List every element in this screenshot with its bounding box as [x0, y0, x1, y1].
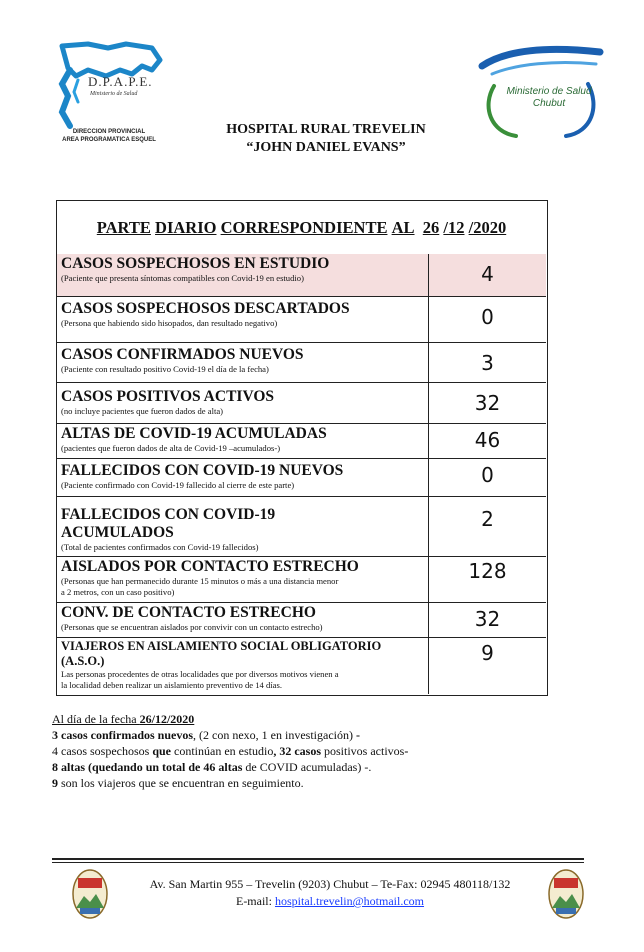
row-note: (Paciente confirmado con Covid-19 fallecido al cierre de este parte)	[61, 480, 295, 490]
row-note: (no incluye pacientes que fueron dados de alta)	[61, 406, 224, 416]
emblem-right-icon	[546, 868, 586, 920]
report-title	[57, 201, 546, 255]
row-title: CASOS CONFIRMADOS NUEVOS	[61, 346, 304, 363]
table-row	[57, 638, 546, 694]
row-label	[57, 557, 429, 602]
row-value: 0	[481, 463, 494, 487]
summary-line-travelers	[52, 775, 592, 791]
daily-report-table	[56, 200, 548, 696]
row-note: (Personas que se encuentran aislados por convivir con un contacto estrecho)	[61, 622, 323, 632]
row-title-cont: (A.S.O.)	[61, 654, 105, 668]
table-row	[57, 603, 546, 638]
summary-bold: 8 altas (quedando un total de 46 altas	[52, 760, 243, 774]
row-note: (Persona que habiendo sido hisopados, dan resultado negativo)	[61, 318, 278, 328]
summary-bold: 9	[52, 776, 58, 790]
title-word: DIARIO	[155, 217, 217, 237]
table-row	[57, 383, 546, 424]
row-value: 46	[474, 428, 501, 452]
table-row	[57, 497, 546, 557]
row-note: Las personas procedentes de otras localidades que por diversos motivos vienen a	[61, 669, 339, 679]
table-row	[57, 459, 546, 497]
title-word: CORRESPONDIENTE	[220, 217, 388, 237]
summary-line-discharged	[52, 759, 592, 775]
emblem-left-icon	[70, 868, 110, 920]
summary-text: Al día de la fecha	[52, 712, 140, 726]
row-title: ALTAS DE COVID-19 ACUMULADAS	[61, 425, 327, 442]
logo-ministry: Ministerio de Salud	[90, 91, 138, 97]
row-label	[57, 424, 429, 458]
summary-text: 4	[52, 744, 58, 758]
logo-caption	[48, 128, 170, 144]
row-label	[57, 383, 429, 423]
row-note: (pacientes que fueron dados de alta de Covid-19 –acumulados-)	[61, 443, 281, 453]
summary-text: de COVID acumuladas) -.	[242, 760, 372, 774]
summary-date: 26/12/2020	[139, 712, 195, 726]
footer-divider-thin	[52, 862, 584, 863]
row-label	[57, 254, 429, 296]
row-title: CASOS POSITIVOS ACTIVOS	[61, 388, 275, 405]
row-title: FALLECIDOS CON COVID-19 NUEVOS	[61, 462, 344, 479]
footer-email-label: E-mail:	[235, 894, 275, 908]
summary-date-line	[52, 711, 592, 727]
row-label	[57, 497, 429, 556]
row-note: (Paciente que presenta síntomas compatibles con Covid-19 en estudio)	[61, 273, 304, 283]
row-title: CONV. DE CONTACTO ESTRECHO	[61, 604, 316, 621]
logo-caption-line2: AREA PROGRAMATICA ESQUEL	[62, 137, 156, 143]
footer-email-line	[110, 893, 550, 910]
summary-bold: 3 casos confirmados nuevos	[52, 728, 194, 742]
row-value: 9	[481, 641, 494, 665]
summary-text: casos sospechosos	[58, 744, 153, 758]
summary-bold: -	[355, 728, 360, 742]
daily-summary	[52, 711, 592, 791]
summary-text: positivos activos	[321, 744, 405, 758]
ministerio-line1: Ministerio de Salud	[506, 86, 592, 97]
summary-text: son los viajeros que se encuentran en seguimiento.	[58, 776, 304, 790]
hospital-subname: “JOHN DANIEL EVANS”	[246, 140, 406, 155]
title-word: AL	[391, 217, 415, 237]
row-value: 128	[468, 559, 507, 583]
ministerio-text	[504, 86, 594, 110]
row-note-cont: a 2 metros, con un caso positivo)	[61, 587, 175, 597]
row-label	[57, 638, 429, 694]
row-title: CASOS SOSPECHOSOS EN ESTUDIO	[61, 255, 330, 272]
row-title-cont: ACUMULADOS	[61, 524, 174, 541]
ministerio-chubut-logo	[476, 44, 606, 142]
report-date-day: 26	[422, 217, 440, 237]
row-value: 3	[481, 351, 494, 375]
row-note-cont: la localidad deben realizar un aislamiento preventivo de 14 días.	[61, 680, 282, 690]
footer-address: Av. San Martin 955 – Trevelin (9203) Chubut – Te-Fax: 02945 480118/132	[149, 877, 511, 891]
row-title: CASOS SOSPECHOSOS DESCARTADOS	[61, 300, 350, 317]
title-word: PARTE	[96, 217, 151, 237]
summary-bold: que	[152, 744, 172, 758]
row-value: 32	[474, 391, 501, 415]
hospital-title	[196, 121, 456, 157]
summary-bold: , 32 casos	[273, 744, 321, 758]
table-row	[57, 254, 546, 297]
row-label	[57, 297, 429, 342]
row-note: (Personas que han permanecido durante 15 minutos o más a una distancia menor	[61, 576, 339, 586]
footer-divider	[52, 858, 584, 860]
table-row	[57, 424, 546, 459]
row-value: 4	[481, 262, 494, 286]
row-value: 32	[474, 607, 501, 631]
row-title: AISLADOS POR CONTACTO ESTRECHO	[61, 558, 359, 575]
summary-line-confirmed	[52, 727, 592, 743]
row-label	[57, 459, 429, 496]
row-value: 0	[481, 305, 494, 329]
table-row	[57, 557, 546, 603]
summary-text: continúan en estudio	[171, 744, 274, 758]
dpape-logo	[48, 40, 168, 152]
row-title: VIAJEROS EN AISLAMIENTO SOCIAL OBLIGATORIO	[61, 639, 382, 653]
footer-email-link[interactable]: hospital.trevelin@hotmail.com	[274, 894, 425, 908]
logo-abbr: D.P.A.P.E.	[88, 74, 153, 89]
summary-line-suspected	[52, 743, 592, 759]
table-row	[57, 343, 546, 383]
report-date-month: /12	[443, 217, 465, 237]
table-row	[57, 297, 546, 343]
row-note: (Paciente con resultado positivo Covid-19 el día de la fecha)	[61, 364, 269, 374]
hospital-name: HOSPITAL RURAL TREVELIN	[226, 122, 426, 137]
ministerio-line2: Chubut	[532, 98, 566, 109]
logo-caption-line1: DIRECCION PROVINCIAL	[72, 129, 146, 135]
row-label	[57, 343, 429, 382]
row-title: FALLECIDOS CON COVID-19	[61, 506, 276, 523]
row-note: (Total de pacientes confirmados con Covid-19 fallecidos)	[61, 542, 259, 552]
report-date-year: /2020	[468, 217, 507, 237]
summary-text: , (2 con nexo, 1 en investigación)	[193, 728, 356, 742]
row-label	[57, 603, 429, 637]
footer-contact	[110, 876, 550, 910]
row-value: 2	[481, 507, 494, 531]
summary-bold: -	[404, 744, 409, 758]
